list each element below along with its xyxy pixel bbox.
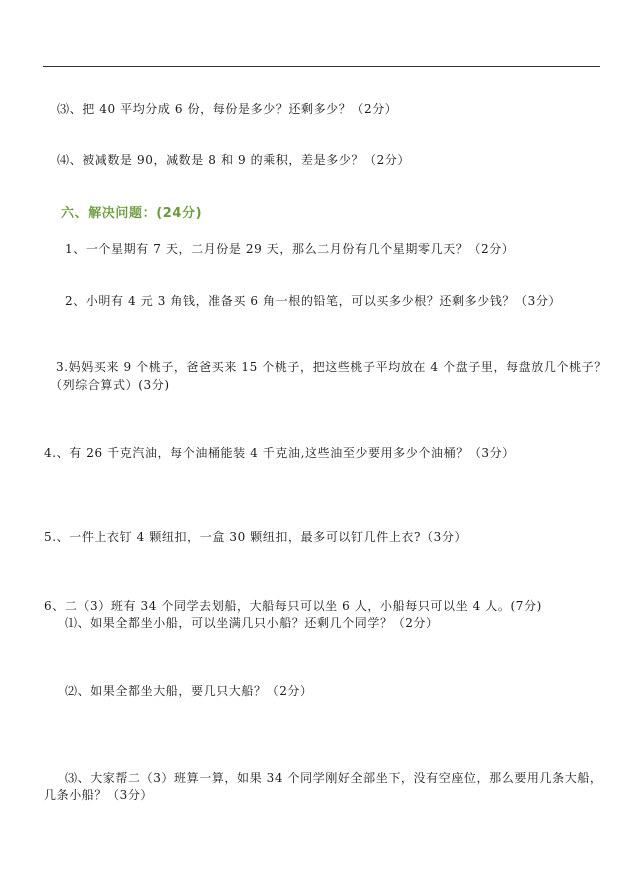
top-divider-line [43, 66, 600, 67]
prev-question-4: ⑷、被减数是 90，减数是 8 和 9 的乘积，差是多少？（2分） [57, 153, 411, 167]
problem-5: 5.、一件上衣钉 4 颗纽扣，一盒 30 颗纽扣，最多可以钉几件上衣?（3分） [44, 530, 468, 544]
problem-6-sub-3-line-2: 几条小船？（3分） [44, 788, 154, 802]
problem-6-sub-3-line-1: ⑶、大家帮二（3）班算一算，如果 34 个同学刚好全部坐下，没有空座位，那么要用几条大船， [65, 771, 603, 785]
problem-6-sub-2: ⑵、如果全都坐大船，要几只大船？（2分） [65, 684, 313, 698]
problem-3-line-1: 3.妈妈买来 9 个桃子，爸爸买来 15 个桃子，把这些桃子平均放在 4 个盘子里，每盘放几个桃子？ [56, 360, 607, 374]
problem-3-line-2: （列综合算式）(3分) [50, 378, 170, 392]
problem-6-sub-1: ⑴、如果全都坐小船，可以坐满几只小船？还剩几个同学？（2分） [65, 616, 439, 630]
problem-2: 2、小明有 4 元 3 角钱，准备买 6 角一根的铅笔，可以买多少根？还剩多少钱？（3分） [65, 294, 562, 308]
problem-4: 4.、有 26 千克汽油，每个油桶能装 4 千克油,这些油至少要用多少个油桶？（3分） [44, 446, 515, 460]
problem-6: 6、二（3）班有 34 个同学去划船，大船每只可以坐 6 人，小船每只可以坐 4 人。(7分) [44, 599, 542, 613]
section-title: 六、解决问题：(24分) [61, 206, 203, 221]
problem-1: 1、一个星期有 7 天，二月份是 29 天，那么二月份有几个星期零几天？（2分） [65, 242, 515, 256]
prev-question-3: ⑶、把 40 平均分成 6 份，每份是多少？还剩多少？（2分） [57, 102, 398, 116]
